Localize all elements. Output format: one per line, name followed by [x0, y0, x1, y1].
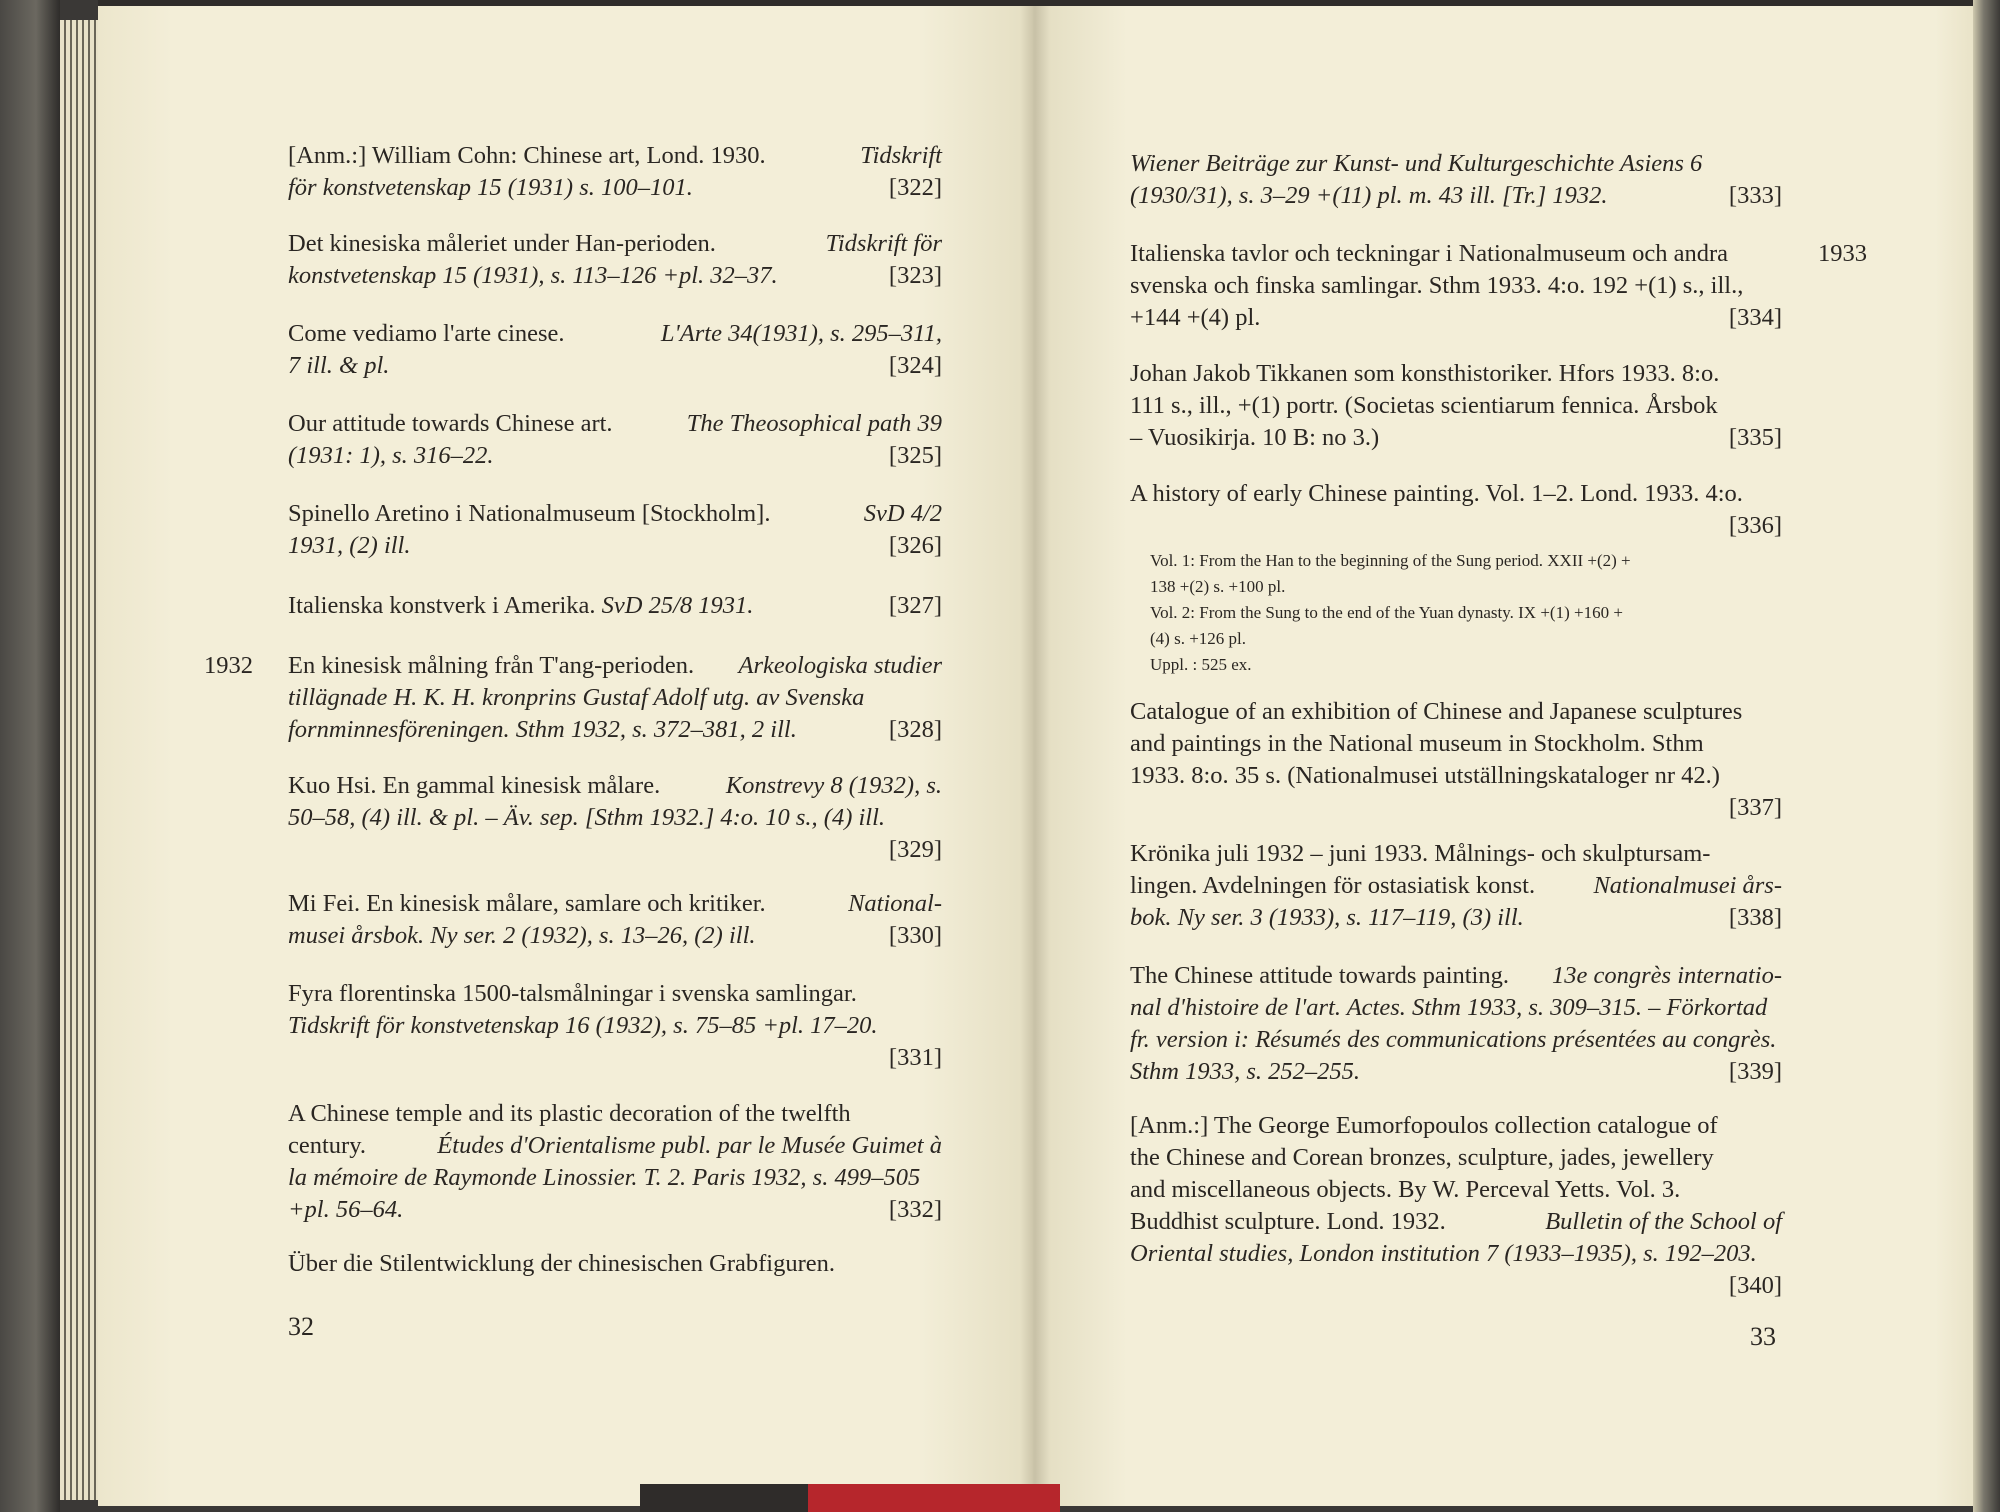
entry-number: [339] — [1728, 1058, 1782, 1085]
entry-337 — [1130, 696, 1782, 824]
note-line: (4) s. +126 pl. — [1150, 629, 1246, 648]
entry-text: the Chinese and Corean bronzes, sculpture, jades, jewellery — [1130, 1144, 1714, 1171]
page-number-left: 32 — [288, 1312, 314, 1341]
entry-text: century. — [288, 1132, 366, 1159]
entry-text: Johan Jakob Tikkanen som konsthistoriker. Hfors 1933. 8:o. — [1130, 360, 1720, 387]
entry-number: [338] — [1728, 904, 1782, 931]
entry-italic: Études d'Orientalisme publ. par le Musée Guimet à — [437, 1132, 942, 1159]
left-page — [98, 0, 1033, 1506]
entry-number: [329] — [888, 836, 942, 863]
entry-italic: 50–58, (4) ill. & pl. – Äv. sep. [Sthm 1932.] 4:o. 10 s., (4) ill. — [288, 804, 886, 831]
note-line: 138 +(2) s. +100 pl. — [1150, 577, 1286, 596]
entry-number: [325] — [888, 442, 942, 469]
entry-italic: L'Arte 34(1931), s. 295–311, — [660, 320, 942, 347]
entry-number: [326] — [888, 532, 942, 559]
entry-italic: musei årsbok. Ny ser. 2 (1932), s. 13–26, (2) ill. — [288, 922, 756, 949]
entry-italic: Tidskrift för — [825, 230, 942, 257]
entry-italic: Bulletin of the School of — [1545, 1208, 1782, 1235]
entry-italic: (1930/31), s. 3–29 +(11) pl. m. 43 ill. [Tr.] 1932. — [1130, 182, 1608, 209]
entry-text: The Chinese attitude towards painting. — [1130, 962, 1509, 989]
entry-334 — [1130, 238, 1782, 334]
entry-italic: fr. version i: Résumés des communications présentées au congrès. — [1130, 1026, 1777, 1053]
entry-number: [327] — [888, 592, 942, 619]
entry-text: 111 s., ill., +(1) portr. (Societas scientiarum fennica. Årsbok — [1130, 392, 1718, 419]
entry-number: [336] — [1728, 512, 1782, 539]
entry-italic: Tidskrift för konstvetenskap 16 (1932), s. 75–85 +pl. 17–20. — [288, 1012, 878, 1039]
entry-text: +144 +(4) pl. — [1130, 304, 1261, 331]
entry-327 — [288, 590, 942, 622]
entry-text: Our attitude towards Chinese art. — [288, 410, 613, 437]
entry-336-note — [1150, 548, 1780, 678]
entry-322 — [288, 140, 942, 204]
entry-number: [340] — [1728, 1272, 1782, 1299]
book-gutter — [1020, 6, 1050, 1496]
entry-number: [333] — [1728, 182, 1782, 209]
entry-text: 1933. 8:o. 35 s. (Nationalmusei utställningskataloger nr 42.) — [1130, 762, 1720, 789]
entry-text: Catalogue of an exhibition of Chinese and Japanese sculptures — [1130, 698, 1743, 725]
entry-text: [Anm.:] The George Eumorfopoulos collection catalogue of — [1130, 1112, 1718, 1139]
entry-text: Kuo Hsi. En gammal kinesisk målare. — [288, 772, 661, 799]
entry-text: Mi Fei. En kinesisk målare, samlare och kritiker. — [288, 890, 766, 917]
entry-336 — [1130, 478, 1782, 542]
year-marker-1932: 1932 — [204, 652, 253, 679]
entry-338 — [1130, 838, 1782, 934]
entry-323 — [288, 228, 942, 292]
entry-326 — [288, 498, 942, 562]
book-cover-edge — [0, 0, 60, 1512]
book-right-edge — [1973, 0, 2000, 1512]
entry-text: and paintings in the National museum in Stockholm. Sthm — [1130, 730, 1704, 757]
entry-text: svenska och finska samlingar. Sthm 1933. 4:o. 192 +(1) s., ill., — [1130, 272, 1744, 299]
entry-italic: +pl. 56–64. — [288, 1196, 404, 1223]
entry-text: Come vediamo l'arte cinese. — [288, 320, 565, 347]
entry-text: [Anm.:] William Cohn: Chinese art, Lond. 1930. — [288, 142, 766, 169]
entry-text: A history of early Chinese painting. Vol. 1–2. Lond. 1933. 4:o. — [1130, 480, 1743, 507]
entry-italic: fornminnesföreningen. Sthm 1932, s. 372–381, 2 ill. — [288, 716, 797, 743]
entry-italic: 13e congrès internatio- — [1552, 962, 1782, 989]
page-number-right: 33 — [1750, 1322, 1776, 1351]
entry-number: [334] — [1728, 304, 1782, 331]
entry-339 — [1130, 960, 1782, 1088]
entry-333-start — [288, 1248, 942, 1280]
entry-325 — [288, 408, 942, 472]
entry-italic: Nationalmusei års- — [1593, 872, 1782, 899]
entry-text: – Vuosikirja. 10 B: no 3.) — [1130, 424, 1380, 451]
note-line: Vol. 2: From the Sung to the end of the Yuan dynasty. IX +(1) +160 + — [1150, 603, 1623, 622]
entry-text: Über die Stilentwicklung der chinesischen Grabfiguren. — [288, 1250, 836, 1277]
entry-italic: The Theosophical path 39 — [686, 410, 942, 437]
entry-text: En kinesisk målning från T'ang-perioden. — [288, 652, 695, 679]
entry-number: [335] — [1728, 424, 1782, 451]
spine-ribbon-bottom — [640, 1484, 1060, 1512]
entry-331 — [288, 978, 942, 1074]
entry-330 — [288, 888, 942, 952]
entry-italic: nal d'histoire de l'art. Actes. Sthm 1933, s. 309–315. – Förkortad — [1130, 994, 1768, 1021]
entry-italic: Tidskrift — [860, 142, 942, 169]
entry-340 — [1130, 1110, 1782, 1302]
entry-text: Italienska konstverk i Amerika. — [288, 592, 596, 619]
entry-335 — [1130, 358, 1782, 454]
entry-number: [331] — [888, 1044, 942, 1071]
entry-text: Buddhist sculpture. Lond. 1932. — [1130, 1208, 1446, 1235]
entry-text: Det kinesiska måleriet under Han-perioden. — [288, 230, 716, 257]
entry-italic: SvD 4/2 — [863, 500, 942, 527]
entry-text: Krönika juli 1932 – juni 1933. Målnings- och skulptursam- — [1130, 840, 1711, 867]
entry-number: [328] — [888, 716, 942, 743]
entry-italic: Arkeologiska studier — [738, 652, 942, 679]
note-line: Uppl. : 525 ex. — [1150, 655, 1252, 674]
entry-italic: SvD 25/8 1931. — [601, 592, 754, 619]
entry-italic: för konstvetenskap 15 (1931) s. 100–101. — [288, 174, 693, 201]
entry-number: [322] — [888, 174, 942, 201]
entry-number: [324] — [888, 352, 942, 379]
entry-number: [332] — [888, 1196, 942, 1223]
entry-italic: National- — [848, 890, 942, 917]
entry-332 — [288, 1098, 942, 1226]
entry-text: Spinello Aretino i Nationalmuseum [Stockholm]. — [288, 500, 771, 527]
entry-text: Fyra florentinska 1500-talsmålningar i svenska samlingar. — [288, 980, 857, 1007]
entry-text: lingen. Avdelningen för ostasiatisk konst. — [1130, 872, 1536, 899]
entry-italic: 1931, (2) ill. — [288, 532, 411, 559]
entry-italic: (1931: 1), s. 316–22. — [288, 442, 494, 469]
year-marker-1933: 1933 — [1818, 240, 1867, 267]
entry-text: Italienska tavlor och teckningar i Nationalmuseum och andra — [1130, 240, 1729, 267]
note-line: Vol. 1: From the Han to the beginning of the Sung period. XXII +(2) + — [1150, 551, 1631, 570]
entry-328 — [288, 650, 942, 746]
entry-italic: tillägnade H. K. H. kronprins Gustaf Adolf utg. av Svenska — [288, 684, 865, 711]
entry-329 — [288, 770, 942, 866]
entry-italic: la mémoire de Raymonde Linossier. T. 2. Paris 1932, s. 499–505 — [288, 1164, 921, 1191]
entry-italic: Wiener Beiträge zur Kunst- und Kulturgeschichte Asiens 6 — [1130, 150, 1703, 177]
entry-italic: 7 ill. & pl. — [288, 352, 390, 379]
entry-number: [323] — [888, 262, 942, 289]
entry-text: A Chinese temple and its plastic decoration of the twelfth — [288, 1100, 851, 1127]
entry-number: [337] — [1728, 794, 1782, 821]
entry-number: [330] — [888, 922, 942, 949]
entry-324 — [288, 318, 942, 382]
entry-italic: Oriental studies, London institution 7 (1933–1935), s. 192–203. — [1130, 1240, 1757, 1267]
entry-333 — [1130, 148, 1782, 212]
entry-italic: bok. Ny ser. 3 (1933), s. 117–119, (3) ill. — [1130, 904, 1524, 931]
entry-italic: Sthm 1933, s. 252–255. — [1130, 1058, 1361, 1085]
entry-text: and miscellaneous objects. By W. Perceval Yetts. Vol. 3. — [1130, 1176, 1681, 1203]
entry-italic: Konstrevy 8 (1932), s. — [725, 772, 942, 799]
entry-italic: konstvetenskap 15 (1931), s. 113–126 +pl. 32–37. — [288, 262, 778, 289]
